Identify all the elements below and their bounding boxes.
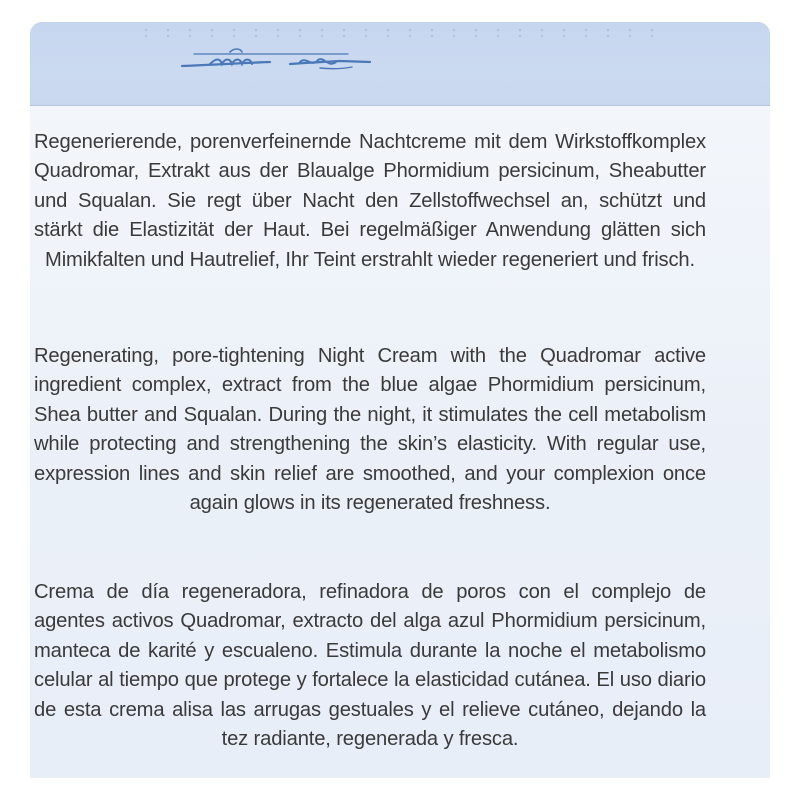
description-english: Regenerating, pore-tightening Night Cream with the Quadromar active ingredient complex, extract from the blue algae Phormidium persicinum, Shea butter and Squalan. During the night, it stimulates the cell metabolism while protecting and strengthening the skin’s elasticity. With regular use, expression lines and skin relief are smoothed, and your complexion once again glows in its regenerated freshness. — [34, 345, 706, 515]
description-german: Regenerierende, porenverfeinernde Nachtcreme mit dem Wirkstoffkomplex Quadromar, Extrakt aus der Blaualge Phormidium persicinum, Sheabutter und Squalan. Sie regt über Nacht den Zellstoffwechsel an, schützt und stärkt die Elastizität der Haut. Bei regelmäßiger Anwendung glätten sich Mimikfalten und Hautrelief, Ihr Teint erstrahlt wieder regeneriert und frisch. — [34, 131, 706, 271]
description-spanish: Crema de día regeneradora, refinadora de poros con el complejo de agentes activos Quadromar, extracto del alga azul Phormidium persicinum, manteca de karité y escualeno. Estimula durante la noche el metabolismo celular al tiempo que protege y fortalece la elasticidad cutánea. El uso diario de esta crema alisa las arrugas gestuales y el relieve cutáneo, dejando la tez radiante, regenerada y fresca. — [34, 581, 706, 751]
brand-signature-logo-icon — [170, 32, 390, 77]
box-lid — [30, 22, 770, 106]
